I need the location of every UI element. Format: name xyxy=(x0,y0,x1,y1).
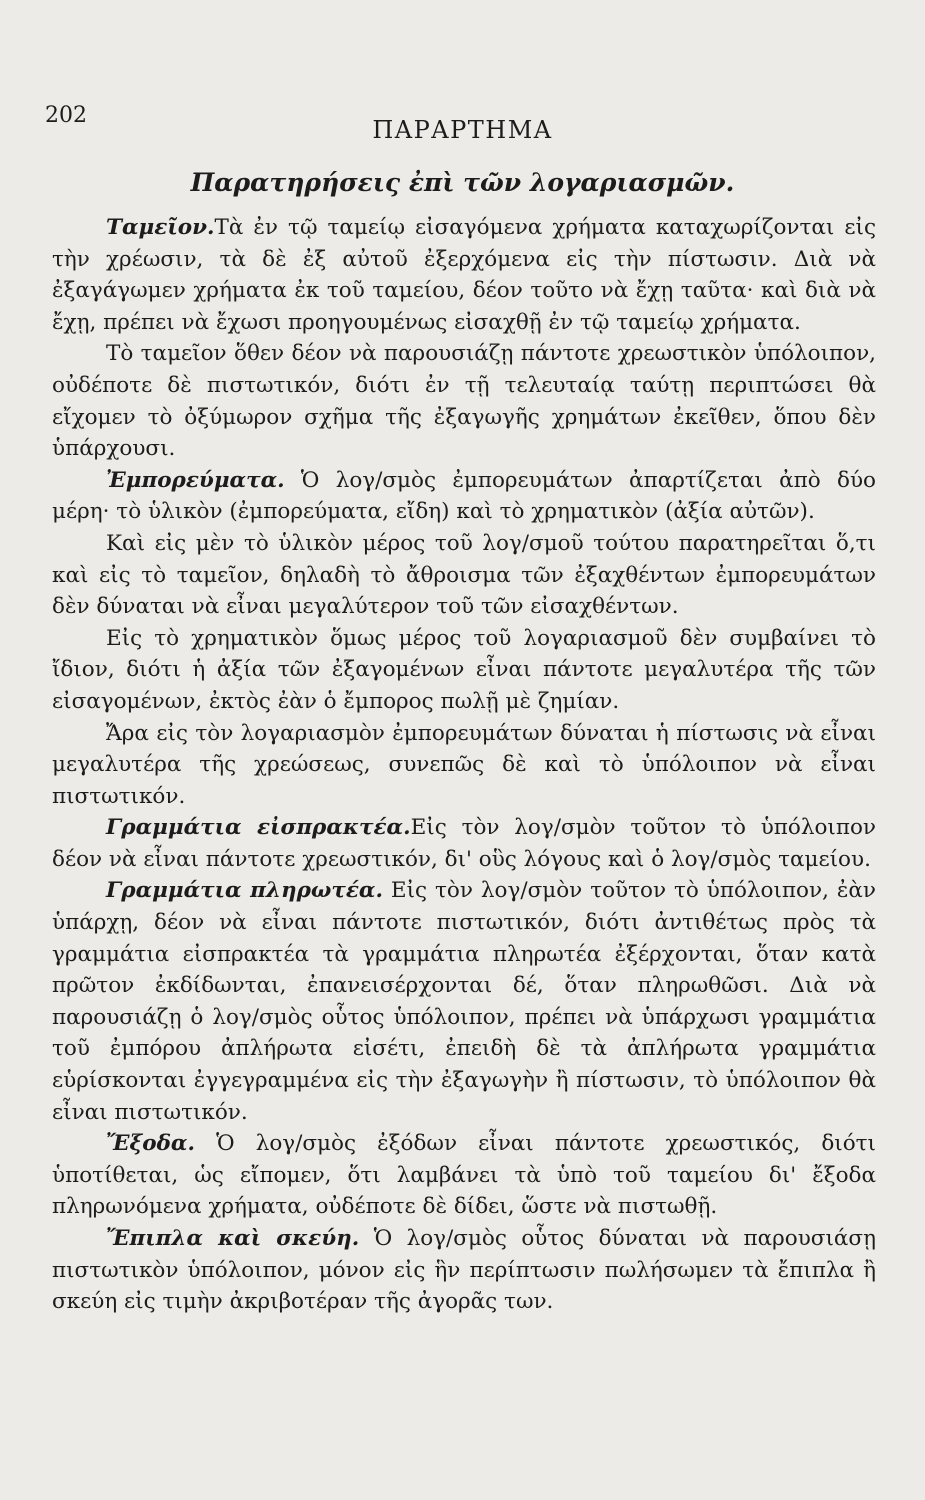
paragraph xyxy=(52,718,876,813)
paragraph-heading: Ἐμπορεύματα. xyxy=(106,467,285,493)
paragraph-text: Εἰς τὸ χρηματικὸν ὅμως μέρος τοῦ λογαριασμοῦ δὲν συμβαίνει τὸ ἴδιον, διότι ἡ ἀξία τῶν ἐξαγομένων εἶναι πάντοτε μεγαλυτέρα τῆς τῶν εἰσαγομένων, ἐκτὸς ἐὰν ὁ ἔμπορος πωλῇ μὲ ζημίαν. xyxy=(52,625,876,714)
paragraph xyxy=(52,1128,876,1223)
paragraph-heading: Ἔπιπλα καὶ σκεύη. xyxy=(106,1226,360,1251)
paragraph xyxy=(52,1223,876,1318)
page-number: 202 xyxy=(45,103,87,128)
section-title: Παρατηρήσεις ἐπὶ τῶν λογαριασμῶν. xyxy=(190,168,735,197)
paragraph xyxy=(52,338,876,464)
paragraph xyxy=(52,528,876,623)
paragraph-text: Εἰς τὸν λογ/σμὸν τοῦτον τὸ ὑπόλοιπον δέον νὰ εἶναι πάντοτε χρεωστικόν, δι' οὓς λόγους καὶ ὁ λογ/σμὸς ταμείου. xyxy=(52,815,876,872)
paragraph-text: Τὰ ἐν τῷ ταμείῳ εἰσαγόμενα χρήματα καταχωρίζονται εἰς τὴν χρέωσιν, τὰ δὲ ἐξ αὐτοῦ ἐξερχόμενα εἰς τὴν πίστωσιν. Διὰ νὰ ἐξαγάγωμεν χρήματα ἐκ τοῦ ταμείου, δέον τοῦτο νὰ ἔχῃ ταῦτα· καὶ διὰ νὰ ἔχῃ, πρέπει νὰ ἔχωσι προηγουμένως εἰσαχθῇ ἐν τῷ ταμείῳ χρήματα. xyxy=(52,215,876,335)
paragraph xyxy=(52,465,876,528)
paragraph-heading: Ἔξοδα. xyxy=(106,1131,195,1157)
paragraph-heading: Ταμεῖον. xyxy=(106,215,215,240)
paragraph-text: Ὁ λογ/σμὸς οὗτος δύναται νὰ παρουσιάσῃ πιστωτικὸν ὑπόλοιπον, μόνον εἰς ἣν περίπτωσιν πωλήσωμεν τὰ ἔπιπλα ἢ σκεύη εἰς τιμὴν ἀκριβοτέραν τῆς ἀγορᾶς των. xyxy=(52,1226,876,1315)
paragraph xyxy=(52,212,876,338)
running-head: ΠΑΡΑΡΤΗΜΑ xyxy=(372,116,553,144)
paragraph-heading: Γραμμάτια πληρωτέα. xyxy=(106,878,383,904)
paragraph-text: Εἰς τὸν λογ/σμὸν τοῦτον τὸ ὑπόλοιπον, ἐὰν ὑπάρχῃ, δέον νὰ εἶναι πάντοτε πιστωτικόν, διότι ἀντιθέτως πρὸς τὰ γραμμάτια εἰσπρακτέα τὰ γραμμάτια πληρωτέα ἐξέρχονται, ὅταν κατὰ πρῶτον ἐκδίδωνται, ἐπανεισέρχονται δέ, ὅταν πληρωθῶσι. Διὰ νὰ παρουσιάζῃ ὁ λογ/σμὸς οὗτος ὑπόλοιπον, πρέπει νὰ ὑπάρχωσι γραμμάτια τοῦ ἐμπόρου ἀπλήρωτα εἰσέτι, ἐπειδὴ δὲ τὰ ἀπλήρωτα γραμμάτια εὑρίσκονται ἐγγεγραμμένα εἰς τὴν ἐξαγωγὴν ἢ πίστωσιν, τὸ ὑπόλοιπον θὰ εἶναι πιστωτικόν. xyxy=(52,878,876,1125)
paragraph-text: Ὁ λογ/σμὸς ἐμπορευμάτων ἀπαρτίζεται ἀπὸ δύο μέρη· τὸ ὑλικὸν (ἐμπορεύματα, εἴδη) καὶ τὸ χρηματικὸν (ἀξία αὐτῶν). xyxy=(52,467,876,525)
paragraph xyxy=(52,875,876,1128)
paragraph-text: Καὶ εἰς μὲν τὸ ὑλικὸν μέρος τοῦ λογ/σμοῦ τούτου παρατηρεῖται ὅ,τι καὶ εἰς τὸ ταμεῖον, δηλαδὴ τὸ ἄθροισμα τῶν ἐξαχθέντων ἐμπορευμάτων δὲν δύναται νὰ εἶναι μεγαλύτερον τοῦ τῶν εἰσαχθέντων. xyxy=(52,530,876,620)
paragraph-text: Ὁ λογ/σμὸς ἐξόδων εἶναι πάντοτε χρεωστικός, διότι ὑποτίθεται, ὡς εἴπομεν, ὅτι λαμβάνει τὰ ὑπὸ τοῦ ταμείου δι' ἔξοδα πληρωνόμενα χρήματα, οὐδέποτε δὲ δίδει, ὥστε νὰ πιστωθῇ. xyxy=(52,1131,876,1220)
paragraph-text: Ἄρα εἰς τὸν λογαριασμὸν ἐμπορευμάτων δύναται ἡ πίστωσις νὰ εἶναι μεγαλυτέρα τῆς χρεώσεως, συνεπῶς δὲ καὶ τὸ ὑπόλοιπον νὰ εἶναι πιστωτικόν. xyxy=(52,720,876,809)
paragraph-text: Τὸ ταμεῖον ὅθεν δέον νὰ παρουσιάζῃ πάντοτε χρεωστικὸν ὑπόλοιπον, οὐδέποτε δὲ πιστωτικόν, διότι ἐν τῇ τελευταίᾳ ταύτῃ περιπτώσει θὰ εἴχομεν τὸ ὀξύμωρον σχῆμα τῆς ἐξαγωγῆς χρημάτων ἐκεῖθεν, ὅπου δὲν ὑπάρχουσι. xyxy=(52,341,876,462)
paragraph xyxy=(52,812,876,875)
paragraph-heading: Γραμμάτια εἰσπρακτέα. xyxy=(106,815,411,841)
body-text xyxy=(52,212,876,1318)
paragraph xyxy=(52,623,876,718)
